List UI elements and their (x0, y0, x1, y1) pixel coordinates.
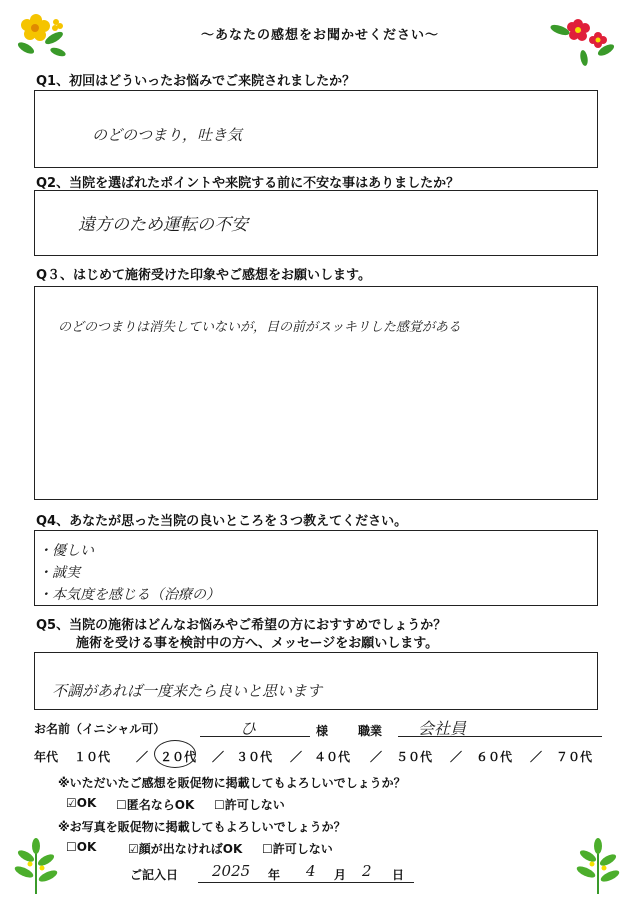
age-option-20s[interactable]: ２０代 (160, 750, 197, 764)
age-label: 年代 (34, 750, 59, 764)
q1-question: Q1、初回はどういったお悩みでご来院されましたか？ (36, 74, 356, 89)
date-day-unit: 日 (392, 868, 405, 882)
consent-photo-option-deny[interactable]: ☐許可しない (262, 842, 333, 856)
age-option-60s[interactable]: ６０代 (476, 750, 513, 764)
age-option-40s[interactable]: ４０代 (314, 750, 351, 764)
q4-question: Q4、あなたが思った当院の良いところを３つ教えてください。 (36, 514, 408, 529)
date-underline (198, 882, 414, 883)
consent-review-option-deny[interactable]: ☐許可しない (214, 798, 285, 812)
checkbox-icon[interactable]: ☐ (116, 798, 127, 812)
consent-photo-question: ※お写真を販促物に掲載してもよろしいでしょうか？ (58, 820, 346, 834)
age-separator: ／ (136, 750, 149, 764)
occupation-value: 会社員 (418, 719, 467, 738)
age-separator: ／ (450, 750, 463, 764)
consent-review-option-anonymous[interactable]: ☐匿名ならOK (116, 798, 195, 812)
leaf-sprig-icon (8, 836, 64, 896)
date-day: 2 (362, 862, 372, 880)
checkbox-icon[interactable]: ☐ (214, 798, 225, 812)
q4-answer-1: ・優しい (38, 543, 94, 559)
age-separator: ／ (290, 750, 303, 764)
q3-question: Q３、はじめて施術受けた印象やご感想をお願いします。 (36, 268, 372, 283)
age-selected-circle (154, 740, 196, 768)
q5-question-line2: 施術を受ける事を検討中の方へ、メッセージをお願いします。 (76, 636, 439, 651)
age-option-50s[interactable]: ５０代 (396, 750, 433, 764)
age-option-10s[interactable]: １０代 (74, 750, 111, 764)
q5-question-line1: Q5、当院の施術はどんなお悩みやご希望の方におすすめでしょうか？ (36, 618, 447, 633)
name-value: ひ (240, 719, 257, 738)
consent-review-option-ok[interactable]: ☑OK (66, 796, 97, 810)
page-title: ～あなたの感想をお聞かせください～ (200, 28, 439, 43)
consent-review-question: ※いただいたご感想を販促物に掲載してもよろしいでしょうか？ (58, 776, 406, 790)
checkbox-icon[interactable]: ☐ (66, 840, 77, 854)
consent-photo-option-no-face[interactable]: ☑顔が出なければOK (128, 842, 243, 856)
age-separator: ／ (530, 750, 543, 764)
checked-checkbox-icon[interactable]: ☑ (66, 796, 77, 810)
honorific: 様 (316, 724, 329, 738)
q3-answer: のどのつまりは消失していないが，目の前がスッキリした感覚がある (58, 320, 461, 335)
age-option-70s[interactable]: ７０代 (556, 750, 593, 764)
q2-answer: 遠方のため運転の不安 (78, 215, 248, 235)
consent-photo-option-ok[interactable]: ☐OK (66, 840, 97, 854)
leaf-sprig-icon (570, 836, 626, 896)
q2-question: Q2、当院を選ばれたポイントや来院する前に不安な事はありましたか？ (36, 176, 460, 191)
q5-answer: 不調があれば一度来たら良いと思います (52, 682, 323, 700)
occupation-label: 職業 (358, 724, 383, 738)
date-year: 2025 (212, 862, 251, 880)
date-label: ご記入日 (130, 868, 179, 882)
age-separator: ／ (212, 750, 225, 764)
date-month: 4 (306, 862, 316, 880)
date-month-unit: 月 (334, 868, 347, 882)
q4-answer-2: ・誠実 (38, 565, 80, 581)
date-year-unit: 年 (268, 868, 281, 882)
q1-answer: のどのつまり，吐き気 (92, 126, 243, 144)
q4-answer-3: ・本気度を感じる（治療の） (38, 587, 220, 603)
age-separator: ／ (370, 750, 383, 764)
age-option-30s[interactable]: ３０代 (236, 750, 273, 764)
checked-checkbox-icon[interactable]: ☑ (128, 842, 139, 856)
checkbox-icon[interactable]: ☐ (262, 842, 273, 856)
name-label: お名前（イニシャル可） (34, 722, 166, 736)
